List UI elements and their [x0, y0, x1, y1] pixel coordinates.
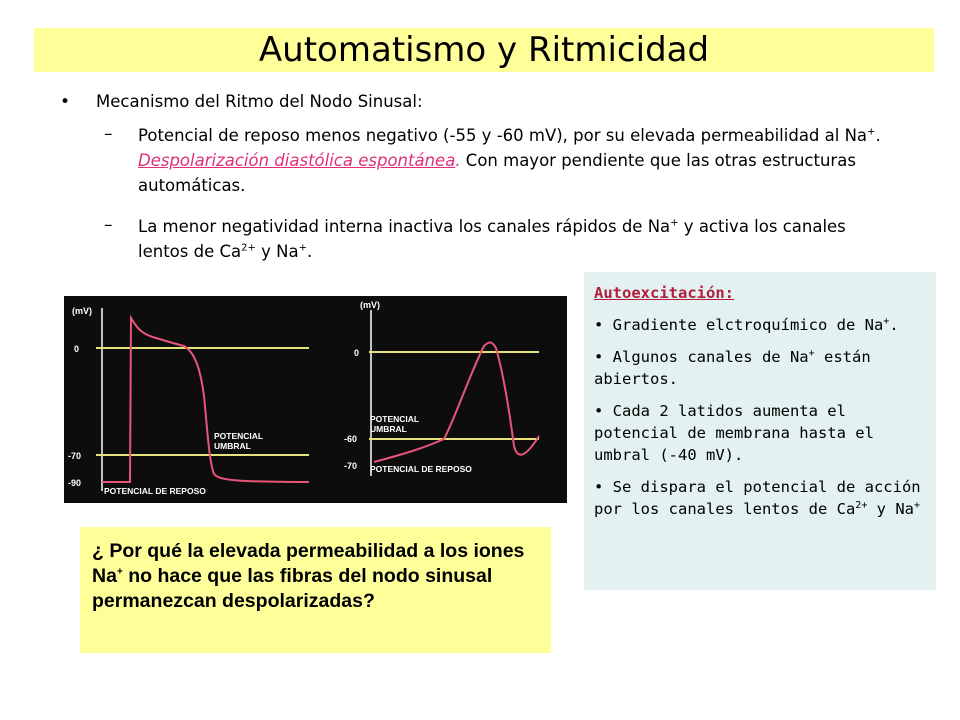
sub2-text-c: y Na: [255, 242, 299, 261]
right-tick-70: -70: [344, 461, 358, 471]
item4-text-a: • Se dispara el potencial de acción por los canales lentos de Ca: [594, 478, 921, 518]
item1-text: • Gradiente elctroquímico de Na: [594, 316, 884, 334]
action-potential-figure: [64, 296, 567, 503]
autoexcitation-item-3: • Cada 2 latidos aumenta el potencial de membrana hasta el umbral (-40 mV).: [594, 402, 874, 464]
sub2-sup-c: +: [298, 242, 307, 254]
right-unit-label: (mV): [360, 300, 380, 310]
right-tick-0: 0: [354, 348, 360, 358]
sub2-text-a: La menor negatividad interna inactiva los canales rápidos de Na: [138, 217, 671, 236]
right-tick-60: -60: [344, 434, 358, 444]
sub1-sup: +: [867, 126, 876, 138]
question-text: [92, 539, 544, 614]
item2-sup: +: [808, 347, 815, 359]
item2-text-a: • Algunos canales de Na: [594, 348, 809, 366]
sub1-sep: .: [875, 126, 881, 145]
right-resting-label: POTENCIAL DE REPOSO: [370, 464, 472, 474]
item4-text-b: y Na: [867, 500, 915, 518]
sub1-text-a: Potencial de reposo menos negativo (-55 y -60 mV), por su elevada permeabilidad al Na: [138, 126, 868, 145]
question-text-a: ¿ Por qué la elevada permeabilidad a los iones Na: [92, 540, 525, 587]
slide-title: Automatismo y Ritmicidad: [258, 30, 710, 70]
autoexcitation-item-2: [594, 346, 930, 390]
question-sup: +: [116, 566, 123, 578]
item2-text-b: están abiertos.: [594, 348, 871, 388]
sub2-text-b: y activa los canales lentos de Ca: [138, 217, 846, 261]
sub1-text-b: Con mayor pendiente que las otras estructuras automáticas.: [138, 151, 856, 195]
figure-background: [64, 296, 567, 503]
left-tick-90: -90: [68, 478, 82, 488]
item1-end: .: [889, 316, 899, 334]
right-threshold-label-1: POTENCIAL: [370, 414, 420, 424]
diastolic-depolarization-link[interactable]: Despolarización diastólica espontánea: [138, 151, 456, 170]
sub-bullet-1: [138, 123, 898, 198]
left-resting-label: POTENCIAL DE REPOSO: [104, 486, 206, 496]
item1-sup: +: [883, 315, 890, 327]
sub2-text-d: .: [306, 242, 313, 261]
dash-marker-1: –: [104, 124, 113, 144]
left-tick-70: -70: [68, 451, 82, 461]
sub2-sup-b: 2+: [241, 242, 256, 254]
autoexcitation-box: [584, 272, 936, 590]
link-dot: .: [455, 151, 461, 170]
question-text-b: no hace que las fibras del nodo sinusal permanezcan despolarizadas?: [92, 565, 493, 612]
sub2-sup-a: +: [670, 217, 679, 229]
item4-sup: 2+: [855, 499, 868, 511]
left-threshold-label-1: POTENCIAL: [214, 431, 264, 441]
left-tick-0: 0: [74, 344, 80, 354]
main-bullet-text: Mecanismo del Ritmo del Nodo Sinusal:: [96, 92, 423, 111]
question-box: [80, 527, 551, 653]
dash-marker-2: –: [104, 215, 113, 235]
autoexcitation-item-1: [594, 314, 930, 336]
autoexcitation-heading: Autoexcitación:: [594, 284, 734, 302]
autoexcitation-item-4: [594, 476, 930, 520]
bullet-marker: •: [60, 92, 71, 112]
item4-sup2: +: [914, 499, 921, 511]
sub-bullet-2: [138, 214, 898, 264]
left-threshold-label-2: UMBRAL: [214, 441, 251, 451]
right-threshold-label-2: UMBRAL: [370, 424, 407, 434]
left-unit-label: (mV): [72, 306, 92, 316]
